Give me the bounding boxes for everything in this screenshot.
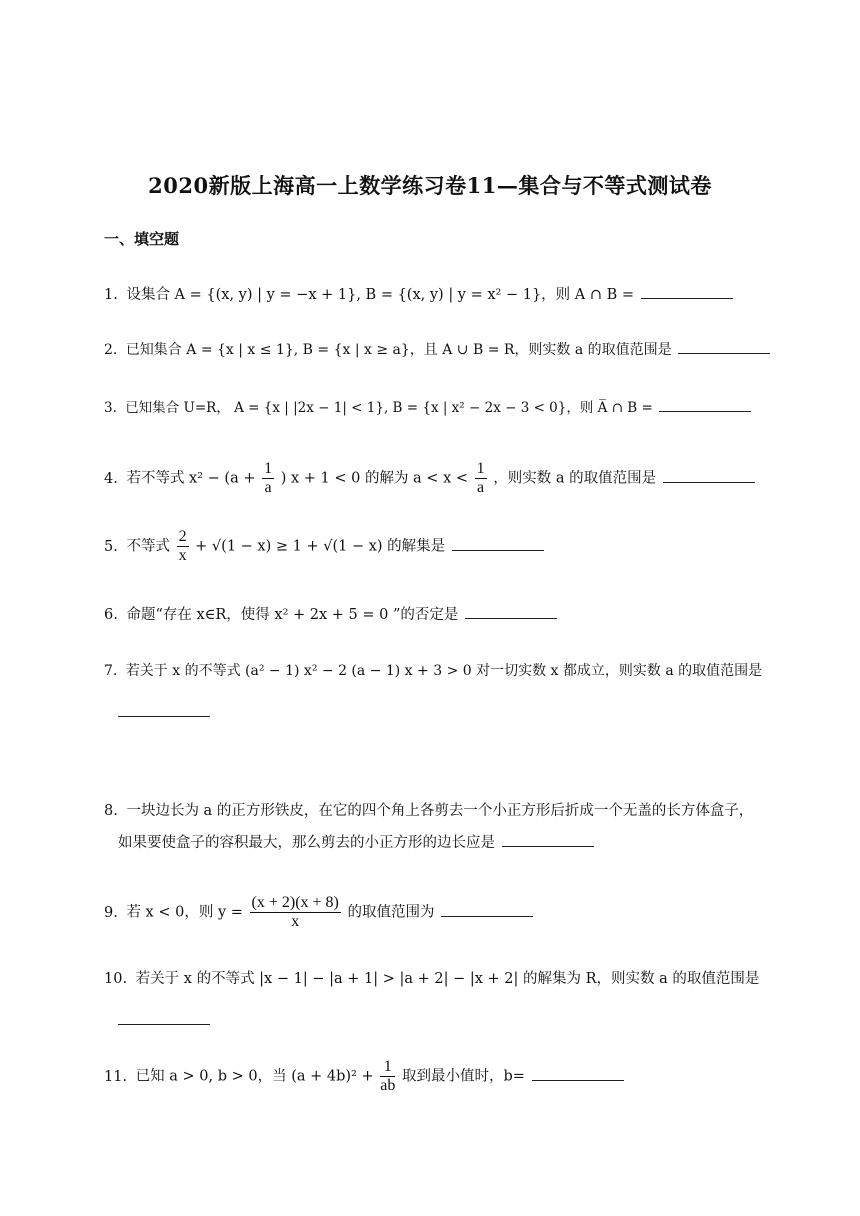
- answer-blank[interactable]: [659, 397, 751, 412]
- question-number: 9.: [104, 904, 118, 921]
- answer-blank[interactable]: [441, 902, 533, 917]
- question-text-line2: 如果要使盒子的容积最大，那么剪去的小正方形的边长应是: [118, 835, 495, 851]
- fraction-denominator: ab: [380, 1077, 396, 1094]
- question-text-pre: 已知 a > 0, b > 0，当 (a + 4b)² +: [135, 1068, 374, 1085]
- fraction-numerator: 2: [178, 528, 187, 545]
- question-text: 设集合 A = {(x, y) | y = −x + 1}, B = {(x, y) | y = x² − 1}，则 A ∩ B =: [126, 287, 635, 303]
- question-number: 1.: [104, 287, 118, 303]
- question-8: [104, 798, 760, 824]
- question-number: 8.: [104, 803, 118, 819]
- question-text: 命题“存在 x∈R，使得 x² + 2x + 5 = 0 ”的否定是: [126, 607, 459, 623]
- answer-blank[interactable]: [118, 716, 210, 717]
- answer-blank[interactable]: [502, 832, 594, 847]
- fraction-numerator: 1: [476, 460, 485, 477]
- fraction-denominator: a: [264, 479, 272, 496]
- question-text-pre: 若 x < 0，则 y =: [126, 904, 243, 921]
- answer-blank[interactable]: [532, 1066, 624, 1081]
- question-number: 6.: [104, 607, 118, 623]
- question-2: [104, 337, 760, 363]
- fraction: [250, 894, 341, 931]
- answer-blank[interactable]: [452, 536, 544, 551]
- question-3: [104, 395, 760, 421]
- question-text-post: 的取值范围为: [347, 904, 435, 921]
- answer-blank[interactable]: [678, 339, 770, 354]
- question-text: 已知集合 U=R， A = {x | |2x − 1| < 1}, B = {x | x² − 2x − 3 < 0}，则 A̅ ∩ B =: [125, 400, 653, 416]
- question-text-line1: 一块边长为 a 的正方形铁皮，在它的四个角上各剪去一个小正方形后折成一个无盖的长方体盒子，: [126, 803, 754, 819]
- fraction-denominator: x: [178, 547, 187, 564]
- question-text: 若关于 x 的不等式 |x − 1| − |a + 1| > |a + 2| − |x + 2| 的解集为 R，则实数 a 的取值范围是: [135, 971, 760, 987]
- question-text-pre: 若不等式 x² − (a +: [126, 470, 256, 487]
- section-heading: 一、填空题: [104, 230, 180, 248]
- question-4: [104, 460, 760, 497]
- answer-blank[interactable]: [641, 284, 733, 299]
- question-6: [104, 602, 760, 628]
- answer-blank[interactable]: [118, 1024, 210, 1025]
- question-text: 若关于 x 的不等式 (a² − 1) x² − 2 (a − 1) x + 3 > 0 对一切实数 x 都成立，则实数 a 的取值范围是: [125, 663, 763, 679]
- question-number: 7.: [104, 663, 118, 679]
- answer-blank[interactable]: [465, 604, 557, 619]
- question-text-post: + √(1 − x) ≥ 1 + √(1 − x) 的解集是: [195, 538, 446, 555]
- fraction-numerator: (x + 2)(x + 8): [251, 894, 339, 911]
- answer-blank[interactable]: [663, 468, 755, 483]
- fraction: [262, 460, 274, 497]
- page-title: 2020新版上海高一上数学练习卷11—集合与不等式测试卷: [148, 173, 712, 198]
- fraction-numerator: 1: [380, 1058, 395, 1077]
- fraction-numerator: 1: [264, 460, 273, 477]
- question-8-continued: [118, 830, 760, 856]
- question-5: [104, 528, 760, 565]
- question-number: 4.: [104, 470, 118, 487]
- question-number: 10.: [104, 971, 128, 987]
- fraction: [380, 1058, 395, 1095]
- question-number: 5.: [104, 538, 118, 555]
- question-text-pre: 不等式: [126, 538, 170, 555]
- question-11: [104, 1058, 760, 1095]
- fraction: [475, 460, 487, 497]
- question-text-post: ，则实数 a 的取值范围是: [493, 470, 657, 487]
- question-number: 11.: [104, 1068, 128, 1085]
- fraction-denominator: x: [291, 913, 300, 930]
- fraction-denominator: a: [477, 479, 485, 496]
- fraction: [177, 528, 189, 565]
- question-text-mid: ) x + 1 < 0 的解为 a < x <: [280, 470, 468, 487]
- question-number: 2.: [104, 342, 118, 358]
- question-10: [104, 966, 760, 992]
- question-1: [104, 282, 760, 308]
- question-7: [104, 658, 763, 684]
- question-text: 已知集合 A = {x | x ≤ 1}, B = {x | x ≥ a}，且 A ∪ B = R，则实数 a 的取值范围是: [125, 342, 672, 358]
- question-9: [104, 894, 760, 931]
- question-number: 3.: [104, 400, 117, 416]
- question-text-post: 取到最小值时，b=: [401, 1068, 525, 1085]
